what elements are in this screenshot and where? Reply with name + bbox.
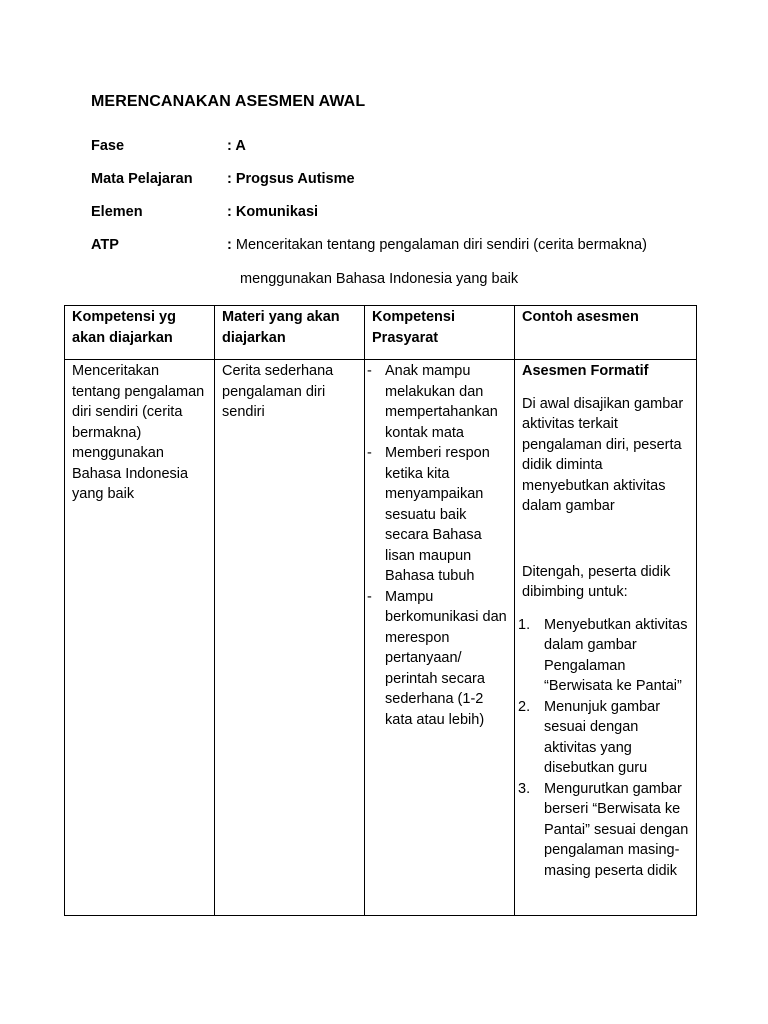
step-text: Mengurutkan gambar berseri “Berwisata ke Pantai” sesuai dengan pengalaman masing-masing peserta didik xyxy=(544,780,689,879)
asesmen-step xyxy=(518,697,689,779)
header-contoh-asesmen: Contoh asesmen xyxy=(515,306,697,360)
atp-value xyxy=(227,237,647,253)
atp-text-line2: menggunakan Bahasa Indonesia yang baik xyxy=(240,271,519,287)
asesmen-steps xyxy=(518,615,689,882)
asesmen-step xyxy=(518,615,689,697)
elemen-label: Elemen xyxy=(91,204,143,220)
elemen-value: : Komunikasi xyxy=(227,204,319,220)
header-prasyarat: Kompetensi Prasyarat xyxy=(365,306,515,360)
table-row xyxy=(65,360,697,916)
prasyarat-item: - Anak mampu melakukan dan mempertahankan kontak mata xyxy=(367,361,507,443)
step-text: Menyebutkan aktivitas dalam gambar Pengalaman “Berwisata ke Pantai” xyxy=(544,616,688,694)
page-title: MERENCANAKAN ASESMEN AWAL xyxy=(91,93,366,110)
mata-pelajaran-label: Mata Pelajaran xyxy=(91,171,193,187)
header-materi: Materi yang akan diajarkan xyxy=(215,306,365,360)
asesmen-paragraph-2: Ditengah, peserta didik dibimbing untuk: xyxy=(522,563,671,600)
table-header-row xyxy=(65,306,697,360)
atp-colon: : xyxy=(227,237,232,253)
cell-kompetensi: Menceritakan tentang pengalaman diri sendiri (cerita bermakna) menggunakan Bahasa Indonesia yang baik xyxy=(65,360,215,916)
asesmen-step xyxy=(518,779,689,882)
cell-prasyarat xyxy=(365,360,515,916)
mata-pelajaran-value: : Progsus Autisme xyxy=(227,171,355,187)
prasyarat-item: - Memberi respon ketika kita menyampaikan sesuatu baik secara Bahasa lisan maupun Bahasa tubuh xyxy=(367,443,507,587)
prasyarat-list xyxy=(372,361,507,730)
assessment-table xyxy=(64,305,697,916)
cell-asesmen xyxy=(515,360,697,916)
step-text: Menunjuk gambar sesuai dengan aktivitas yang disebutkan guru xyxy=(544,698,661,776)
prasyarat-item: - Mampu berkomunikasi dan merespon pertanyaan/ perintah secara sederhana (1-2 kata atau lebih) xyxy=(367,587,507,731)
fase-label: Fase xyxy=(91,138,125,154)
asesmen-title: Asesmen Formatif xyxy=(522,363,649,379)
atp-label: ATP xyxy=(91,237,119,253)
step-number: 3. xyxy=(518,780,531,797)
asesmen-paragraph-1: Di awal disajikan gambar aktivitas terkait pengalaman diri, peserta didik diminta menyebutkan aktivitas dalam gambar xyxy=(522,395,684,514)
step-number: 2. xyxy=(518,698,531,715)
cell-materi: Cerita sederhana pengalaman diri sendiri xyxy=(215,360,365,916)
atp-text-line1: Menceritakan tentang pengalaman diri sendiri (cerita bermakna) xyxy=(231,237,647,253)
step-number: 1. xyxy=(518,616,531,633)
fase-value: : A xyxy=(227,138,246,154)
header-kompetensi: Kompetensi yg akan diajarkan xyxy=(65,306,215,360)
